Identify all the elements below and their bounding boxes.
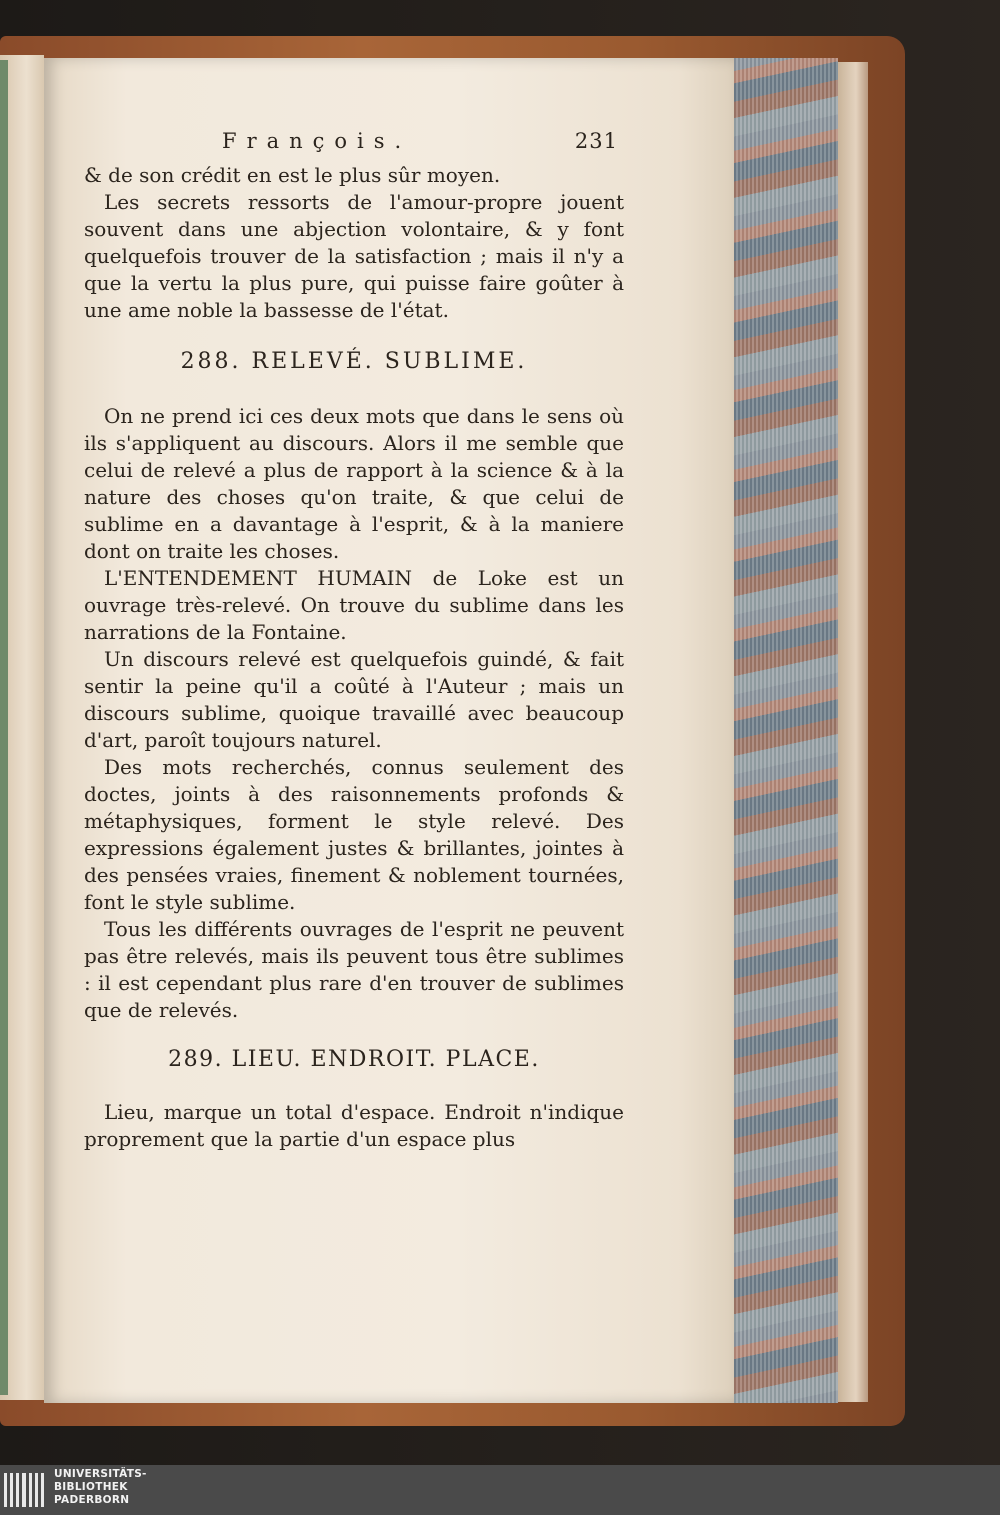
library-name-line: BIBLIOTHEK bbox=[54, 1481, 128, 1493]
page-number: 231 bbox=[574, 129, 618, 153]
paragraph: Des mots recherchés, connus seulement des doctes, joints à des raisonnements profonds & métaphysiques, forment le style relevé. Des expressions également justes & brillantes, jointes à des pensées vraies, finement & noblement tournées, font le style sublime. bbox=[84, 755, 624, 914]
left-binding bbox=[0, 60, 8, 1395]
library-name bbox=[54, 1468, 147, 1507]
paragraph: Lieu, marque un total d'espace. Endroit n'indique proprement que la partie d'un espace plus bbox=[84, 1100, 624, 1151]
paragraph: Un discours relevé est quelquefois guindé, & fait sentir la peine qu'il a coûté à l'Auteur ; mais un discours sublime, quoique travaillé avec beaucoup d'art, paroît toujours naturel. bbox=[84, 647, 624, 752]
library-logo-icon bbox=[4, 1473, 44, 1507]
paragraph: L'ENTENDEMENT HUMAIN de Loke est un ouvrage très-relevé. On trouve du sublime dans les narrations de la Fontaine. bbox=[84, 566, 624, 644]
marbled-fore-edge bbox=[728, 58, 838, 1403]
running-head-title: François. bbox=[222, 129, 412, 153]
running-head bbox=[84, 128, 624, 162]
paragraph: Tous les différents ouvrages de l'esprit ne peuvent pas être relevés, mais ils peuvent tous être sublimes : il est cependant plus rare d'en trouver de sublimes que de relevés. bbox=[84, 917, 624, 1022]
paragraph: & de son crédit en est le plus sûr moyen. bbox=[84, 163, 501, 187]
library-name-line: PADERBORN bbox=[54, 1494, 130, 1506]
paragraph: On ne prend ici ces deux mots que dans le sens où ils s'appliquent au discours. Alors il me semble que celui de relevé a plus de rapport à la science & à la nature des choses qu'on traite, & que celui de sublime en a davantage à l'esprit, & à la maniere dont on traite les choses. bbox=[84, 404, 624, 563]
library-name-line: UNIVERSITÄTS- bbox=[54, 1468, 147, 1480]
library-footer-bar bbox=[0, 1465, 1000, 1515]
section-heading-288: 288. RELEVÉ. SUBLIME. bbox=[180, 349, 528, 374]
page-text bbox=[84, 128, 624, 1153]
section-heading-289: 289. LIEU. ENDROIT. PLACE. bbox=[168, 1047, 540, 1072]
page-block-edge bbox=[838, 62, 868, 1402]
paragraph: Les secrets ressorts de l'amour-propre jouent souvent dans une abjection volontaire, & y font quelquefois trouver de la satisfaction ; mais il n'y a que la vertu la plus pure, qui puisse faire goûter à une ame noble la bassesse de l'état. bbox=[84, 190, 624, 322]
